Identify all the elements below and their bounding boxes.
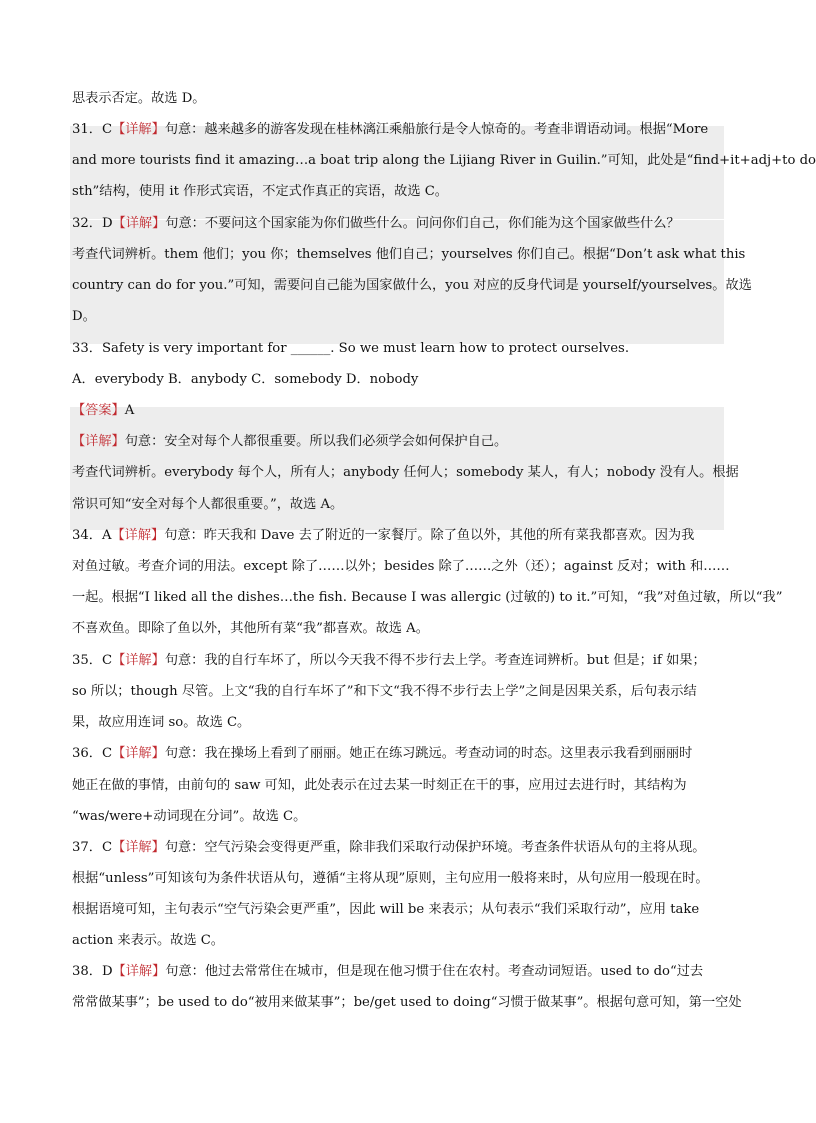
- text-segment: 句意：我的自行车坏了，所以今天我不得不步行去上学。考查连词辨析。but 但是；if 如果；: [164, 653, 706, 668]
- text-segment: 38．D: [72, 964, 113, 979]
- text-segment: A: [124, 403, 135, 418]
- highlight-label: 【详解】: [72, 434, 125, 449]
- text-line: [72, 555, 730, 579]
- highlight-label: 【详解】: [112, 122, 165, 137]
- text-line: [72, 742, 724, 766]
- text-segment: 句意：越来越多的游客发现在桂林漓江乘船旅行是令人惊奇的。考查非谓语动词。根据“More: [164, 122, 709, 137]
- text-segment: country can do for you.”可知，需要问自己能为国家做什么，you 对应的反身代词是 yourself/yourselves。故选: [72, 278, 752, 293]
- text-segment: 对鱼过敏。考查介词的用法。except 除了……以外；besides 除了……之外（还）；against 反对；with 和……: [72, 559, 730, 574]
- text-segment: 思表示否定。故选 D。: [72, 91, 206, 106]
- highlight-label: 【答案】: [72, 403, 125, 418]
- text-segment: 考查代词辨析。them 他们；you 你；themselves 他们自己；yourselves 你们自己。根据“Don’t ask what this: [72, 247, 746, 262]
- text-line: [72, 274, 752, 298]
- text-segment: sth”结构，使用 it 作形式宾语，不定式作真正的宾语，故选 C。: [72, 184, 448, 199]
- text-segment: 句意：我在操场上看到了丽丽。她正在练习跳远。考查动词的时态。这里表示我看到丽丽时: [164, 746, 693, 761]
- text-segment: 常识可知“安全对每个人都很重要。”，故选 A。: [72, 497, 344, 512]
- text-line: [72, 960, 724, 984]
- text-line: [72, 430, 724, 454]
- highlight-label: 【详解】: [112, 746, 165, 761]
- text-segment: 句意：安全对每个人都很重要。所以我们必须学会如何保护自己。: [124, 434, 508, 449]
- text-line: [72, 805, 724, 829]
- text-segment: 考查代词辨析。everybody 每个人，所有人；anybody 任何人；somebody 某人，有人；nobody 没有人。根据: [72, 465, 739, 480]
- text-segment: 37．C: [72, 840, 113, 855]
- text-segment: 句意：昨天我和 Dave 去了附近的一家餐厅。除了鱼以外，其他的所有菜我都喜欢。因为我: [164, 528, 695, 543]
- text-segment: 句意：空气污染会变得更严重，除非我们采取行动保护环境。考查条件状语从句的主将从现。: [164, 840, 706, 855]
- text-segment: 31．C: [72, 122, 113, 137]
- text-segment: 根据语境可知，主句表示“空气污染会更严重”，因此 will be 来表示；从句表示“我们采取行动”，应用 take: [72, 902, 700, 917]
- text-segment: 句意：他过去常常住在城市，但是现在他习惯于住在农村。考查动词短语。used to do“过去: [165, 964, 704, 979]
- highlight-label: 【详解】: [112, 216, 166, 231]
- text-segment: 句意：不要问这个国家能为你们做些什么。问问你们自己，你们能为这个国家做些什么？: [165, 216, 680, 231]
- text-line: [72, 867, 724, 891]
- text-segment: and more tourists find it amazing…a boat trip along the Lijiang River in Guilin.”可知，此处是“find+it+adj+to do: [72, 153, 816, 168]
- text-segment: 根据“unless”可知该句为条件状语从句，遵循“主将从现”原则，主句应用一般将来时，从句应用一般现在时。: [72, 871, 709, 886]
- text-segment: 一起。根据“I liked all the dishes…the fish. Because I was allergic (过敏的) to it.”可知，“我”对鱼过敏，所以“我”: [72, 590, 783, 605]
- text-line: [72, 991, 742, 1015]
- text-line: [72, 87, 724, 111]
- text-segment: so 所以；though 尽管。上文“我的自行车坏了”和下文“我不得不步行去上学”之间是因果关系，后句表示结: [72, 684, 697, 699]
- text-line: [72, 149, 816, 173]
- text-line: [72, 337, 724, 361]
- text-line: [72, 929, 724, 953]
- text-line: [72, 586, 783, 610]
- highlight-label: 【详解】: [112, 840, 165, 855]
- text-line: [72, 368, 724, 392]
- text-segment: 不喜欢鱼。即除了鱼以外，其他所有菜“我”都喜欢。故选 A。: [72, 621, 429, 636]
- text-segment: 32．D: [72, 216, 113, 231]
- text-segment: 她正在做的事情，由前句的 saw 可知，此处表示在过去某一时刻正在干的事，应用过去进行时，其结构为: [72, 778, 687, 793]
- highlight-label: 【详解】: [111, 528, 165, 543]
- highlight-label: 【详解】: [112, 964, 166, 979]
- text-line: [72, 898, 724, 922]
- text-line: [72, 524, 724, 548]
- text-segment: 35．C: [72, 653, 113, 668]
- text-line: [72, 243, 746, 267]
- text-segment: 常常做某事”；be used to do“被用来做某事”；be/get used to doing“习惯于做某事”。根据句意可知，第一空处: [72, 995, 742, 1010]
- text-line: [72, 493, 724, 517]
- text-line: [72, 836, 724, 860]
- text-segment: “was/were+动词现在分词”。故选 C。: [72, 809, 307, 824]
- text-line: [72, 118, 724, 142]
- text-segment: 36．C: [72, 746, 113, 761]
- text-line: [72, 212, 724, 236]
- text-segment: 33．Safety is very important for ______. So we must learn how to protect ourselves.: [72, 341, 630, 356]
- text-segment: D。: [72, 309, 96, 324]
- text-line: [72, 617, 724, 641]
- text-line: [72, 711, 724, 735]
- text-line: [72, 305, 724, 329]
- text-line: [72, 461, 739, 485]
- highlight-label: 【详解】: [112, 653, 165, 668]
- text-segment: 34．A: [72, 528, 112, 543]
- text-line: [72, 399, 724, 423]
- text-segment: action 来表示。故选 C。: [72, 933, 224, 948]
- text-line: [72, 649, 724, 673]
- text-line: [72, 774, 724, 798]
- text-line: [72, 180, 724, 204]
- text-line: [72, 680, 724, 704]
- text-segment: A．everybody B．anybody C．somebody D．nobody: [72, 372, 419, 387]
- text-segment: 果，故应用连词 so。故选 C。: [72, 715, 251, 730]
